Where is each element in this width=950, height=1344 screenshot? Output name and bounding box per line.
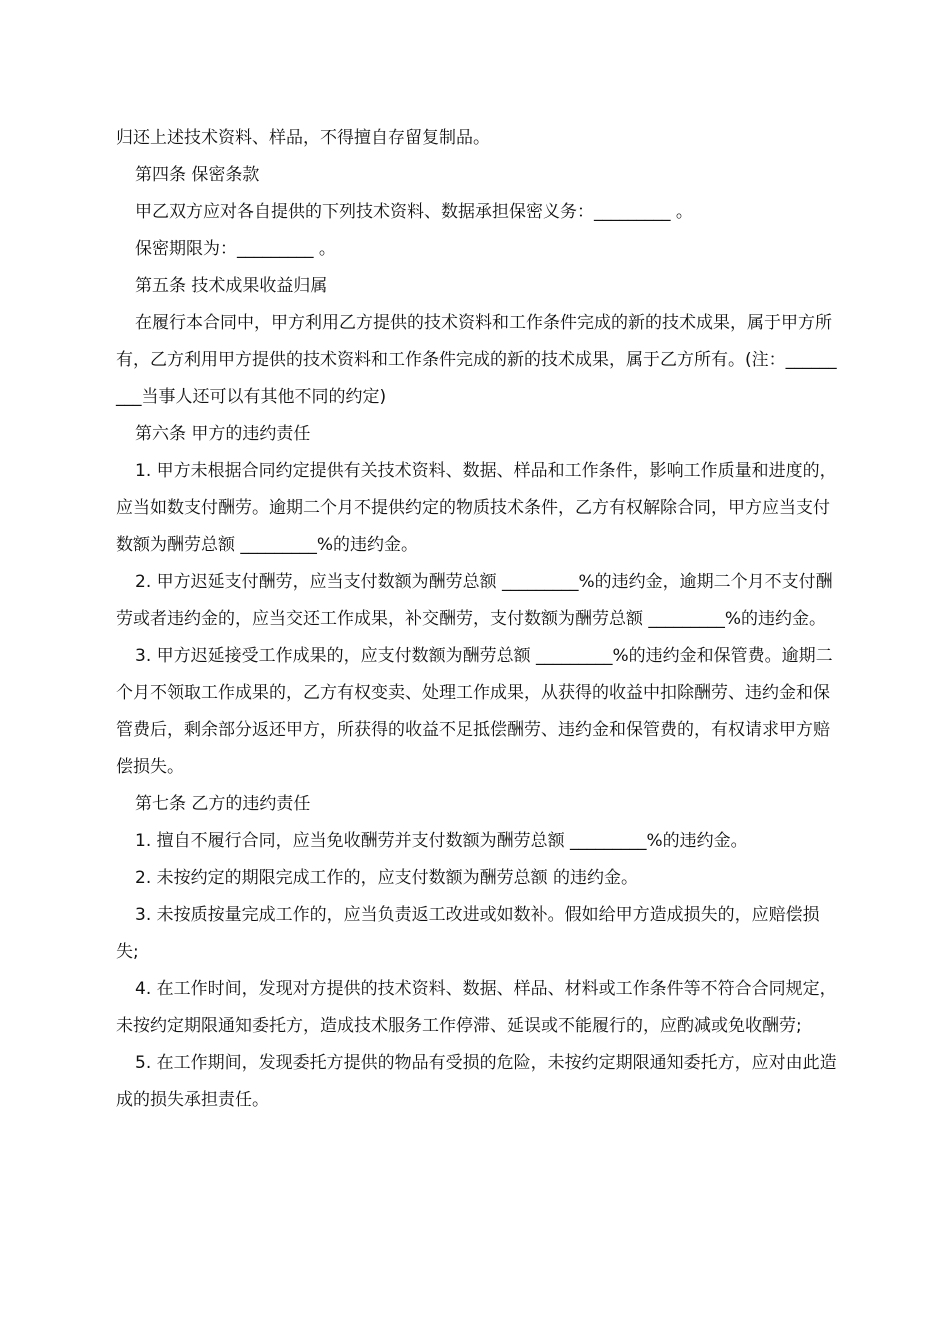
paragraph-party-b-liability-4: 4. 在工作时间，发现对方提供的技术资料、数据、样品、材料或工作条件等不符合合同规定，未按约定期限通知委托方，造成技术服务工作停滞、延误或不能履行的，应酌减或免收酬劳; (116, 979, 837, 1036)
paragraph-results-ownership: 在履行本合同中，甲方利用乙方提供的技术资料和工作条件完成的新的技术成果，属于甲方所有，乙方利用甲方提供的技术资料和工作条件完成的新的技术成果，属于乙方所有。(注：_________当事人还可以有其他不同的约定) (116, 313, 837, 407)
paragraph-party-a-liability-2: 2. 甲方迟延支付酬劳，应当支付数额为酬劳总额 _________%的违约金，逾期二个月不支付酬劳或者违约金的，应当交还工作成果，补交酬劳，支付数额为酬劳总额 _________%的违约金。 (116, 572, 833, 629)
paragraph-party-b-liability-3: 3. 未按质按量完成工作的，应当负责返工改进或如数补。假如给甲方造成损失的，应赔偿损失; (116, 905, 820, 962)
heading-article-5: 第五条 技术成果收益归属 (135, 276, 328, 296)
heading-article-4: 第四条 保密条款 (135, 165, 260, 185)
document-body (116, 120, 838, 1119)
paragraph-party-b-liability-5: 5. 在工作期间，发现委托方提供的物品有受损的危险，未按约定期限通知委托方，应对由此造成的损失承担责任。 (116, 1053, 837, 1110)
paragraph-return-materials: 归还上述技术资料、样品，不得擅自存留复制品。 (116, 128, 490, 148)
heading-article-6: 第六条 甲方的违约责任 (135, 424, 311, 444)
paragraph-party-b-liability-2: 2. 未按约定的期限完成工作的，应支付数额为酬劳总额 的违约金。 (135, 868, 639, 888)
heading-article-7: 第七条 乙方的违约责任 (135, 794, 311, 814)
paragraph-confidentiality-duty: 甲乙双方应对各自提供的下列技术资料、数据承担保密义务：_________ 。 (135, 202, 693, 222)
paragraph-confidentiality-period: 保密期限为：_________ 。 (135, 239, 336, 259)
paragraph-party-a-liability-1: 1. 甲方未根据合同约定提供有关技术资料、数据、样品和工作条件，影响工作质量和进度的，应当如数支付酬劳。逾期二个月不提供约定的物质技术条件，乙方有权解除合同，甲方应当支付数额为酬劳总额 _________%的违约金。 (116, 461, 837, 555)
paragraph-party-b-liability-1: 1. 擅自不履行合同，应当免收酬劳并支付数额为酬劳总额 _________%的违约金。 (135, 831, 748, 851)
paragraph-party-a-liability-3: 3. 甲方迟延接受工作成果的，应支付数额为酬劳总额 _________%的违约金和保管费。逾期二个月不领取工作成果的，乙方有权变卖、处理工作成果，从获得的收益中扣除酬劳、违约金和保管费后，剩余部分返还甲方，所获得的收益不足抵偿酬劳、违约金和保管费的，有权请求甲方赔偿损失。 (116, 646, 833, 777)
